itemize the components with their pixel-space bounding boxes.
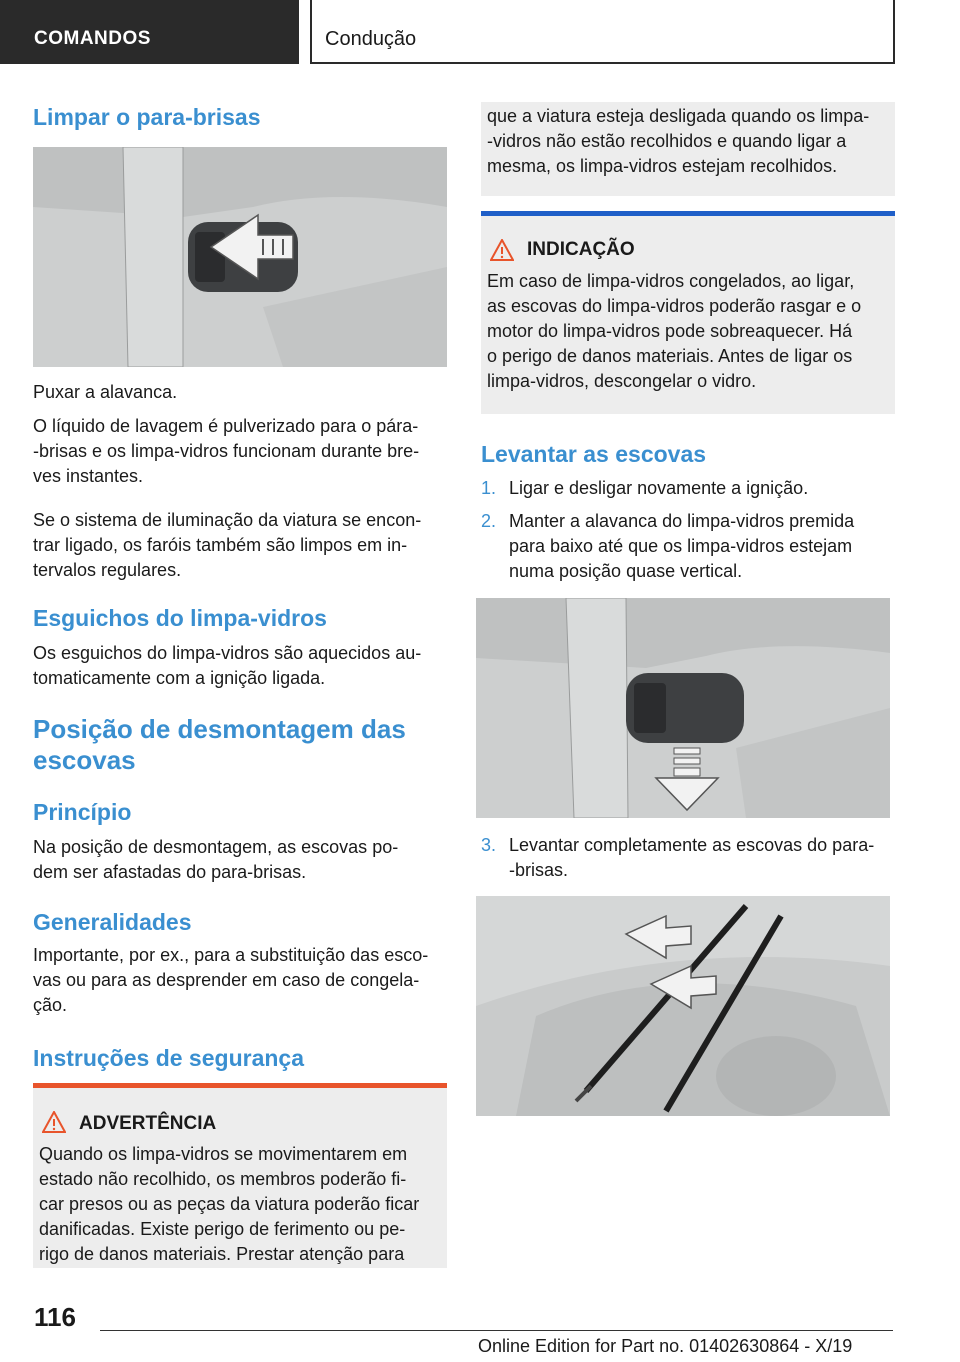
text-line: Levantar completamente as escovas do para- xyxy=(509,835,875,855)
warning-triangle-icon xyxy=(42,1111,66,1133)
heading-limpar-para-brisas: Limpar o para-brisas xyxy=(33,104,261,130)
step-1-text xyxy=(509,476,899,501)
heading-line: Posição de desmontagem das xyxy=(33,714,406,744)
text-line: numa posição quase vertical. xyxy=(509,561,743,581)
text-line: estado não recolhido, os membros poderão fi- xyxy=(39,1169,407,1189)
text-line: vas ou para as desprender em caso de congela- xyxy=(33,970,420,990)
text-line: tomaticamente com a ignição ligada. xyxy=(33,668,326,688)
text-line: -brisas e os limpa-vidros funcionam durante bre- xyxy=(33,441,420,461)
text-line: Em caso de limpa-vidros congelados, ao ligar, xyxy=(487,271,855,291)
warning-continued-text xyxy=(487,104,897,179)
text-line: ves instantes. xyxy=(33,466,144,486)
text-line: O líquido de lavagem é pulverizado para o pára- xyxy=(33,416,419,436)
warning-title: ADVERTÊNCIA xyxy=(79,1113,217,1134)
warning-text xyxy=(39,1142,449,1267)
chapter-title: COMANDOS xyxy=(34,28,151,49)
note-title: INDICAÇÃO xyxy=(527,239,635,260)
text-line: o perigo de danos materiais. Antes de ligar os xyxy=(487,346,853,366)
step-2-text xyxy=(509,509,899,584)
paragraph-puxar: Puxar a alavanca. xyxy=(33,382,178,402)
heading-instrucoes-seguranca: Instruções de segurança xyxy=(33,1045,304,1071)
heading-esguichos: Esguichos do limpa-vidros xyxy=(33,605,327,631)
warning-bar xyxy=(33,1083,447,1088)
lever-pull-illustration xyxy=(33,147,447,367)
lever-push-down-illustration xyxy=(476,598,890,818)
text-line: dem ser afastadas do para-brisas. xyxy=(33,862,307,882)
step-number: 1. xyxy=(481,478,497,498)
text-line: limpa-vidros, descongelar o vidro. xyxy=(487,371,757,391)
text-line: Importante, por ex., para a substituição das esco- xyxy=(33,945,429,965)
text-line: Se o sistema de iluminação da viatura se encon- xyxy=(33,510,422,530)
heading-principio: Princípio xyxy=(33,799,132,825)
paragraph-principio xyxy=(33,835,453,885)
step-number: 2. xyxy=(481,511,497,531)
wipers-raised-illustration xyxy=(476,896,890,1116)
header-divider xyxy=(310,0,312,64)
warning-triangle-icon xyxy=(490,239,514,261)
paragraph-liquido xyxy=(33,414,453,489)
header-right-border xyxy=(893,0,895,64)
paragraph-sistema xyxy=(33,508,453,583)
text-line: Ligar e desligar novamente a ignição. xyxy=(509,478,809,498)
text-line: -vidros não estão recolhidos e quando ligar a xyxy=(487,131,847,151)
note-text xyxy=(487,269,897,394)
heading-generalidades: Generalidades xyxy=(33,909,192,935)
page-number: 116 xyxy=(34,1302,76,1332)
text-line: tervalos regulares. xyxy=(33,560,182,580)
section-title: Condução xyxy=(325,28,417,50)
text-line: Manter a alavanca do limpa-vidros premida xyxy=(509,511,855,531)
paragraph-generalidades xyxy=(33,943,453,1018)
paragraph-esguichos xyxy=(33,641,453,691)
text-line: car presos ou as peças da viatura poderão ficar xyxy=(39,1194,420,1214)
text-line: Na posição de desmontagem, as escovas po- xyxy=(33,837,399,857)
text-line: Os esguichos do limpa-vidros são aquecidos au- xyxy=(33,643,422,663)
heading-posicao-desmontagem xyxy=(33,714,406,776)
step-number: 3. xyxy=(481,835,497,855)
text-line: que a viatura esteja desligada quando os limpa- xyxy=(487,106,870,126)
text-line: as escovas do limpa-vidros poderão rasgar e o xyxy=(487,296,862,316)
text-line: mesma, os limpa-vidros estejam recolhidos. xyxy=(487,156,838,176)
text-line: para baixo até que os limpa-vidros estejam xyxy=(509,536,853,556)
text-line: Quando os limpa-vidros se movimentarem em xyxy=(39,1144,408,1164)
note-box xyxy=(481,211,895,414)
heading-line: escovas xyxy=(33,745,136,775)
warning-box-continued xyxy=(481,102,895,196)
note-bar xyxy=(481,211,895,216)
text-line: trar ligado, os faróis também são limpos em in- xyxy=(33,535,408,555)
heading-levantar-escovas: Levantar as escovas xyxy=(481,441,707,467)
text-line: ção. xyxy=(33,995,68,1015)
header-rule xyxy=(310,62,895,64)
text-line: rigo de danos materiais. Prestar atenção para xyxy=(39,1244,405,1264)
step-3-text xyxy=(509,833,899,883)
text-line: -brisas. xyxy=(509,860,569,880)
warning-box xyxy=(33,1083,447,1268)
footer-rule xyxy=(100,1330,893,1331)
text-line: danificadas. Existe perigo de ferimento ou pe- xyxy=(39,1219,406,1239)
footer-edition: Online Edition for Part no. 01402630864 - X/19 xyxy=(478,1336,853,1356)
text-line: motor do limpa-vidros pode sobreaquecer. Há xyxy=(487,321,853,341)
